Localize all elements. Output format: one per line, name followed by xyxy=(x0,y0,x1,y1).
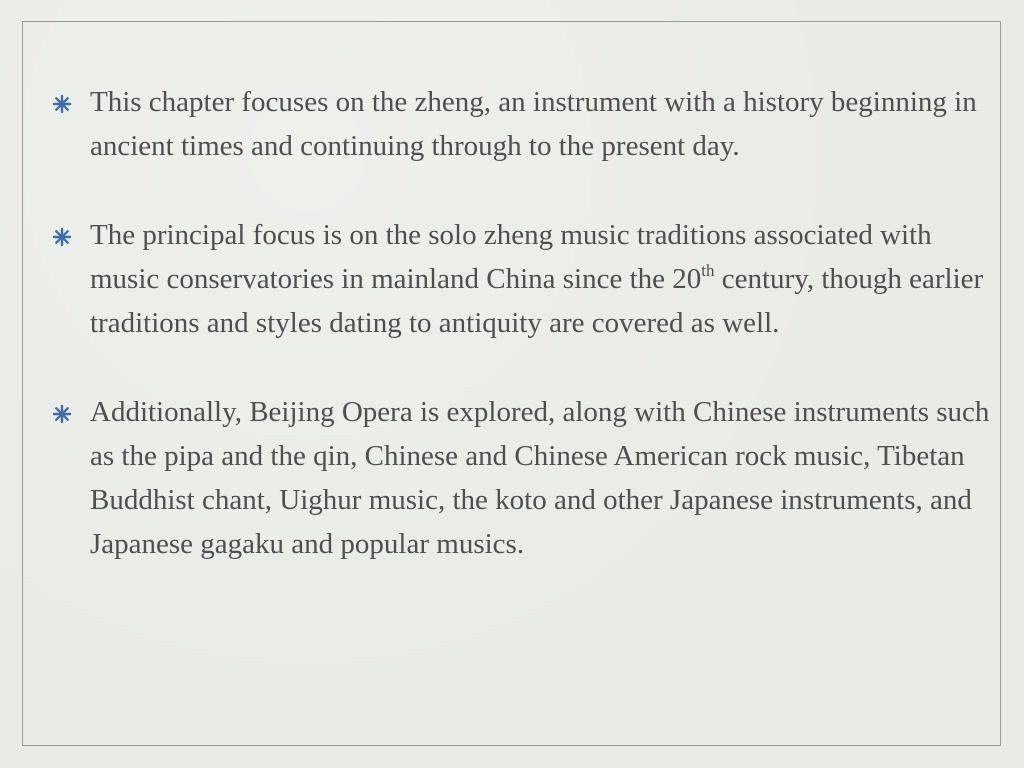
bullet-text-part: century, though earlier traditions and styles dating to antiquity are covered as well. xyxy=(90,263,984,339)
bullet-text-part: The principal focus is on the solo zheng music traditions associated with music conservatories in mainland China since the 20 xyxy=(90,219,932,295)
bullet-text xyxy=(90,219,983,339)
bullet-text: Additionally, Beijing Opera is explored, along with Chinese instruments such as the pipa and the qin, Chinese and Chinese American rock music, Tibetan Buddhist chant, Uighur music, the koto and other Japanese instruments, and Japanese gagaku and popular musics. xyxy=(90,396,990,560)
asterisk-bullet-icon xyxy=(52,404,72,424)
bullet-item-2 xyxy=(52,213,1007,345)
asterisk-bullet-icon xyxy=(52,227,72,247)
bullet-text: This chapter focuses on the zheng, an instrument with a history beginning in ancient times and continuing through to the present day. xyxy=(90,86,977,162)
asterisk-bullet-icon xyxy=(52,94,72,114)
bullet-list xyxy=(52,80,1007,566)
bullet-item-3 xyxy=(52,390,1007,566)
bullet-item-1 xyxy=(52,80,1007,168)
superscript-th: th xyxy=(701,261,715,280)
